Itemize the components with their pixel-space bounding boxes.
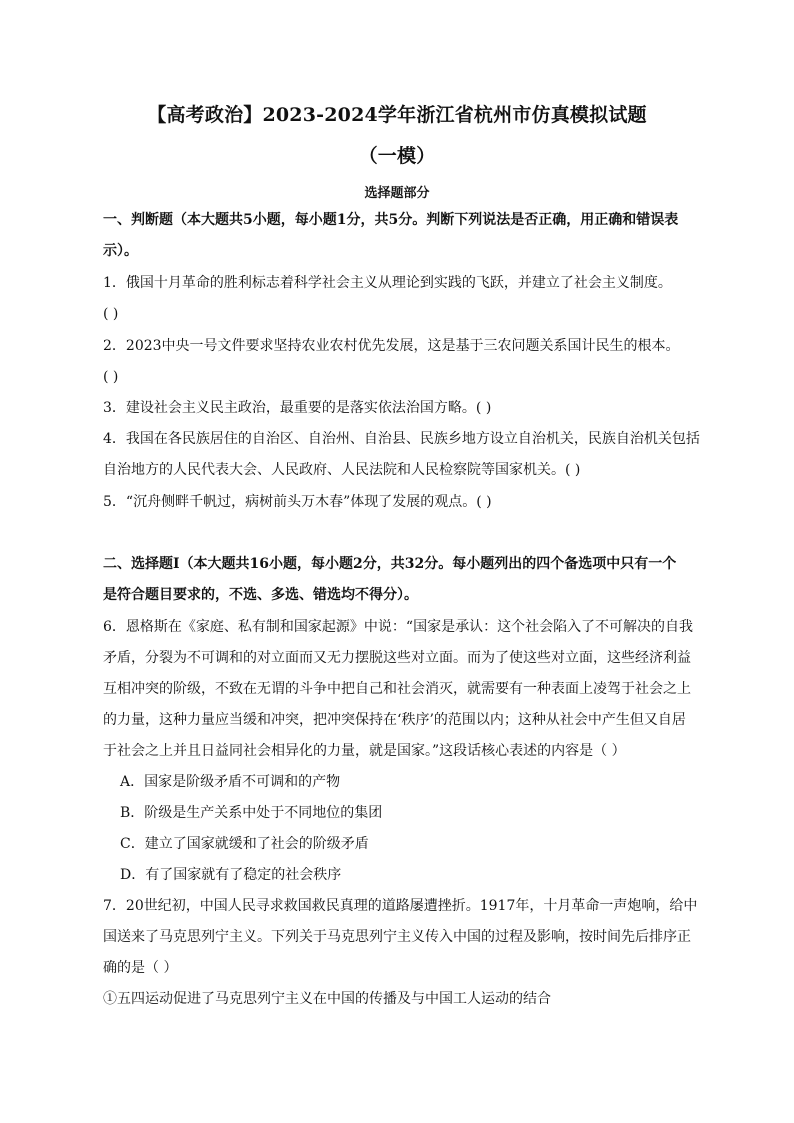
question-1: 1．俄国十月革命的胜利标志着科学社会主义从理论到实践的飞跃，并建立了社会主义制度。 [103,275,672,291]
question-7-item-1: ①五四运动促进了马克思列宁主义在中国的传播及与中国工人运动的结合 [103,991,551,1007]
question-6-line3: 互相冲突的阶级，不致在无谓的斗争中把自己和社会消灭，就需要有一种表面上凌驾于社会之上 [103,681,691,697]
part2-heading-line1: 二、选择题Ⅰ（本大题共16小题，每小题2分，共32分。每小题列出的四个备选项中只有一个 [103,556,677,572]
part1-heading-line2: 示）。 [103,243,138,259]
question-7-line3: 确的是（ ） [103,960,178,976]
page-title: 【高考政治】2023-2024学年浙江省杭州市仿真模拟试题 [147,104,647,126]
question-7-line1: 7．20世纪初，中国人民寻求救国救民真理的道路屡遭挫折。1917年，十月革命一声炮响，给中 [103,898,698,914]
question-2-answer-blank[interactable]: ( ) [103,369,119,385]
question-6-option-d[interactable]: D．有了国家就有了稳定的社会秩序 [120,867,342,883]
question-7-line2: 国送来了马克思列宁主义。下列关于马克思列宁主义传入中国的过程及影响，按时间先后排序正 [103,929,691,945]
question-3: 3．建设社会主义民主政治，最重要的是落实依法治国方略。( ) [103,400,492,416]
question-2: 2．2023中央一号文件要求坚持农业农村优先发展，这是基于三农问题关系国计民生的根本。 [103,338,680,354]
question-6-line5: 于社会之上并且日益同社会相异化的力量，就是国家。”这段话核心表述的内容是（ ） [103,743,626,759]
question-5: 5．“沉舟侧畔千帆过，病树前头万木春”体现了发展的观点。( ) [103,494,492,510]
question-1-answer-blank[interactable]: ( ) [103,306,119,322]
part1-heading-line1: 一、判断题（本大题共5小题，每小题1分，共5分。判断下列说法是否正确，用正确和错误表 [103,212,679,228]
question-4-line2: 自治地方的人民代表大会、人民政府、人民法院和人民检察院等国家机关。( ) [103,462,581,478]
question-6-option-c[interactable]: C．建立了国家就缓和了社会的阶级矛盾 [120,836,369,852]
question-6-line4: 的力量，这种力量应当缓和冲突，把冲突保持在‘秩序’的范围以内；这种从社会中产生但又自居 [103,712,686,728]
question-6-option-a[interactable]: A．国家是阶级矛盾不可调和的产物 [120,774,341,790]
section-label: 选择题部分 [364,186,430,201]
part2-heading-line2: 是符合题目要求的，不选、多选、错选均不得分）。 [103,587,418,603]
question-6-line2: 矛盾，分裂为不可调和的对立面而又无力摆脱这些对立面。而为了使这些对立面，这些经济利益 [103,650,691,666]
question-6-line1: 6．恩格斯在《家庭、私有制和国家起源》中说：“国家是承认：这个社会陷入了不可解决的自我 [103,619,694,635]
page-subtitle: （一模） [358,145,436,167]
question-4-line1: 4．我国在各民族居住的自治区、自治州、自治县、民族乡地方设立自治机关，民族自治机关包括 [103,431,700,447]
question-6-option-b[interactable]: B．阶级是生产关系中处于不同地位的集团 [120,805,383,821]
